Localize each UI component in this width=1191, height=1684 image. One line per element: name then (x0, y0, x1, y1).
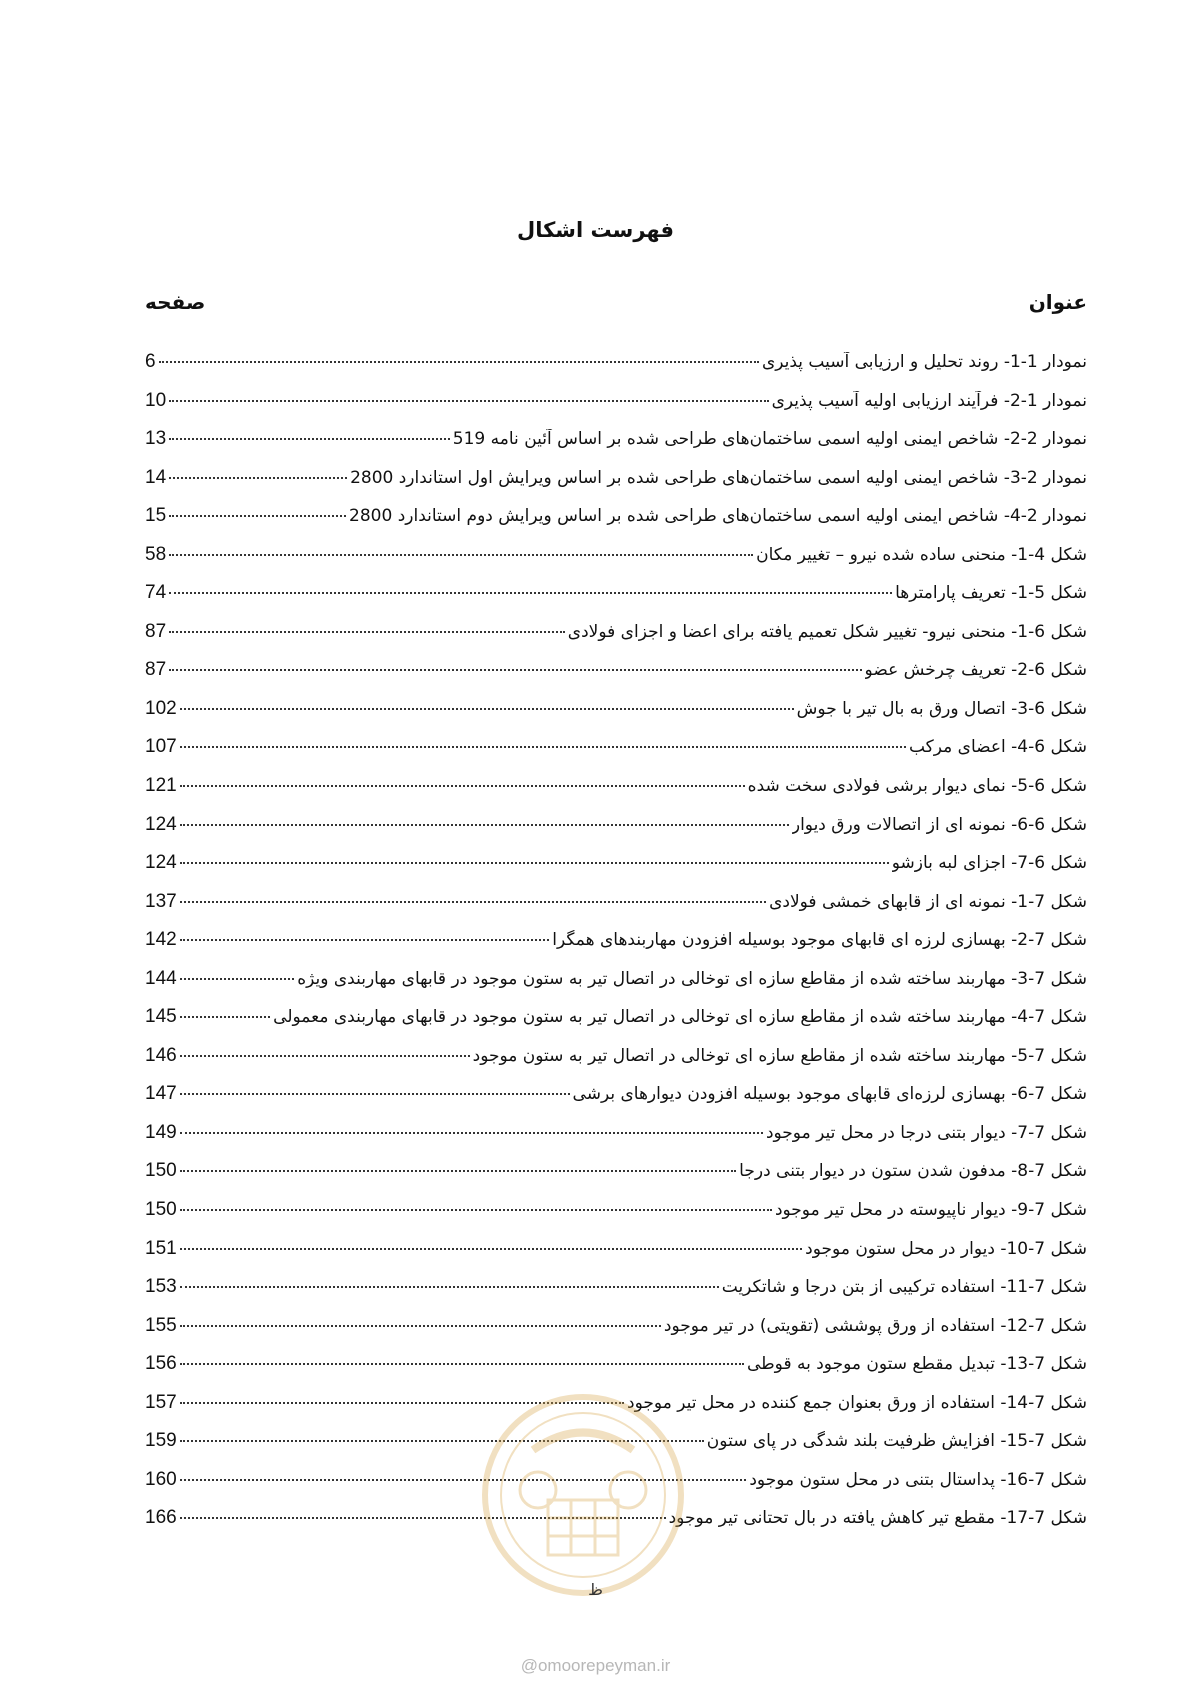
toc-entry (145, 505, 1087, 544)
toc-entry (145, 852, 1087, 891)
toc-entry (145, 351, 1087, 390)
dot-leader (169, 477, 347, 479)
toc-entry-page: 124 (145, 852, 177, 874)
toc-entry-page: 87 (145, 659, 167, 681)
toc-entry (145, 929, 1087, 968)
toc-entry-label: شکل 6-7- اجزای لبه بازشو (891, 853, 1087, 874)
toc-entry-page: 160 (145, 1468, 177, 1490)
toc-entry-page: 153 (145, 1276, 177, 1298)
toc-entry (145, 1006, 1087, 1045)
toc-entry (145, 467, 1087, 506)
dot-leader (180, 901, 766, 903)
toc-entry-page: 14 (145, 466, 167, 488)
toc-entry-page: 87 (145, 620, 167, 642)
toc-entry-label: شکل 7-6- بهسازی لرزه‌ای قابهای موجود بوسیله افزودن دیوارهای برشی (572, 1084, 1087, 1105)
toc-entry-page: 10 (145, 389, 167, 411)
toc-entry-label: شکل 7-16- پداستال بتنی در محل ستون موجود (749, 1469, 1087, 1490)
toc-entry-label: شکل 6-5- نمای دیوار برشی فولادی سخت شده (747, 776, 1087, 797)
page-number-folio: ظ (588, 1580, 603, 1599)
dot-leader (180, 978, 295, 980)
toc-entry (145, 736, 1087, 775)
toc-entry (145, 1199, 1087, 1238)
toc-entry-page: 166 (145, 1507, 177, 1529)
page-title: فهرست اشکال (516, 218, 675, 242)
toc-entry-label: شکل 7-17- مقطع تیر کاهش یافته در بال تحتانی تیر موجود (668, 1508, 1087, 1529)
dot-leader (180, 1209, 772, 1211)
toc-header (145, 290, 1087, 320)
dot-leader (180, 746, 906, 748)
toc-entry-label: شکل 7-9- دیوار ناپیوسته در محل تیر موجود (774, 1200, 1087, 1221)
toc-entry-label: شکل 7-4- مهاربند ساخته شده از مقاطع سازه ای توخالی در اتصال تیر به ستون موجود در قابهای مهاربندی معمولی (273, 1007, 1087, 1028)
dot-leader (180, 708, 794, 710)
toc-entry-page: 146 (145, 1044, 177, 1066)
toc-entry-label: شکل 7-15- افزایش ظرفیت بلند شدگی در پای ستون (706, 1431, 1087, 1452)
toc-entry-label: شکل 7-14- استفاده از ورق بعنوان جمع کننده در محل تیر موجود (627, 1392, 1087, 1413)
toc-entry (145, 428, 1087, 467)
toc-entry (145, 621, 1087, 660)
toc-entry-page: 157 (145, 1391, 177, 1413)
toc-entry (145, 814, 1087, 853)
dot-leader (169, 554, 753, 556)
toc-entry-label: نمودار 2-4- شاخص ایمنی اولیه اسمی ساختمان‌های طراحی شده بر اساس ویرایش دوم استاندارد 2800 (349, 506, 1087, 527)
toc-entry-label: نمودار 1-1- روند تحلیل و ارزیابی آسیب پذیری (761, 352, 1087, 372)
toc-entry-label: شکل 7-7- دیوار بتنی درجا در محل تیر موجود (765, 1122, 1087, 1143)
toc-entry-page: 137 (145, 890, 177, 912)
toc-entry (145, 775, 1087, 814)
dot-leader (180, 1016, 270, 1018)
toc-entry (145, 1160, 1087, 1199)
dot-leader (180, 939, 550, 941)
figure-list (145, 351, 1087, 1546)
toc-entry-label: نمودار 1-2- فرآیند ارزیابی اولیه آسیب پذیری (771, 390, 1087, 411)
toc-entry-page: 124 (145, 813, 177, 835)
watermark-seal-icon (478, 1390, 688, 1600)
watermark-site: @omoorepeyman.ir (520, 1656, 671, 1675)
dot-leader (169, 631, 565, 633)
toc-entry-page: 147 (145, 1083, 177, 1105)
toc-entry (145, 582, 1087, 621)
toc-entry-page: 121 (145, 775, 177, 797)
dot-leader (169, 669, 861, 671)
dot-leader (180, 1363, 744, 1365)
dot-leader (169, 592, 892, 594)
toc-entry-page: 107 (145, 736, 177, 758)
toc-entry-label: شکل 6-6- نمونه ای از اتصالات ورق دیوار (791, 814, 1087, 835)
dot-leader (169, 515, 346, 517)
toc-entry-label: شکل 4-1- منحنی ساده شده نیرو – تغییر مکان (756, 544, 1087, 565)
dot-leader (180, 824, 789, 826)
column-page-heading: صفحه (145, 290, 206, 314)
toc-entry (145, 1045, 1087, 1084)
toc-entry (145, 1353, 1087, 1392)
dot-leader (180, 1093, 570, 1095)
toc-entry (145, 1083, 1087, 1122)
toc-entry (145, 968, 1087, 1007)
dot-leader (180, 1286, 719, 1288)
toc-entry (145, 1122, 1087, 1161)
toc-entry-label: شکل 7-11- استفاده ترکیبی از بتن درجا و شاتکریت (721, 1277, 1087, 1298)
toc-entry-page: 150 (145, 1199, 177, 1221)
toc-entry (145, 698, 1087, 737)
dot-leader (180, 1170, 736, 1172)
toc-entry-page: 151 (145, 1237, 177, 1259)
toc-entry-label: شکل 7-13- تبدیل مقطع ستون موجود به قوطی (746, 1354, 1087, 1375)
dot-leader (169, 400, 768, 402)
dot-leader (159, 361, 759, 363)
column-title-heading: عنوان (1028, 290, 1087, 314)
toc-entry-label: شکل 6-3- اتصال ورق به بال تیر با جوش (796, 698, 1087, 719)
toc-entry-label: شکل 7-3- مهاربند ساخته شده از مقاطع سازه ای توخالی در اتصال تیر به ستون موجود در قابهای مهاربندی ویژه (297, 968, 1087, 989)
toc-entry-page: 144 (145, 967, 177, 989)
toc-entry-label: شکل 7-2- بهسازی لرزه ای قابهای موجود بوسیله افزودن مهاربندهای همگرا (552, 930, 1087, 951)
toc-entry (145, 1238, 1087, 1277)
toc-entry-label: شکل 6-1- منحنی نیرو- تغییر شکل تعمیم یافته برای اعضا و اجزای فولادی (567, 621, 1087, 642)
toc-entry-label: شکل 5-1- تعریف پارامترها (895, 583, 1087, 604)
dot-leader (180, 1132, 763, 1134)
toc-entry (145, 659, 1087, 698)
toc-entry-page: 156 (145, 1353, 177, 1375)
toc-entry-page: 58 (145, 543, 167, 565)
toc-entry-page: 142 (145, 929, 177, 951)
toc-entry-label: نمودار 2-2- شاخص ایمنی اولیه اسمی ساختمان‌های طراحی شده بر اساس آئین نامه 519 (452, 429, 1087, 450)
toc-entry-label: شکل 7-12- استفاده از ورق پوششی (تقویتی) در تیر موجود (663, 1315, 1087, 1336)
toc-entry-page: 13 (145, 428, 167, 450)
toc-entry-page: 102 (145, 697, 177, 719)
toc-entry (145, 544, 1087, 583)
dot-leader (169, 438, 450, 440)
toc-entry-label: نمودار 2-3- شاخص ایمنی اولیه اسمی ساختمان‌های طراحی شده بر اساس ویرایش اول استاندارد 2800 (350, 467, 1087, 488)
dot-leader (180, 1248, 802, 1250)
toc-entry-page: 145 (145, 1006, 177, 1028)
toc-entry-page: 149 (145, 1121, 177, 1143)
dot-leader (180, 1055, 470, 1057)
toc-entry-page: 15 (145, 505, 167, 527)
dot-leader (180, 785, 745, 787)
toc-entry-label: شکل 7-10- دیوار در محل ستون موجود (805, 1238, 1087, 1259)
toc-entry (145, 891, 1087, 930)
toc-entry (145, 390, 1087, 429)
toc-entry (145, 1276, 1087, 1315)
toc-entry-page: 155 (145, 1314, 177, 1336)
toc-entry-page: 74 (145, 582, 167, 604)
toc-entry-page: 159 (145, 1430, 177, 1452)
dot-leader (180, 1325, 661, 1327)
dot-leader (180, 862, 889, 864)
toc-entry (145, 1315, 1087, 1354)
toc-entry-label: شکل 6-2- تعریف چرخش عضو (864, 660, 1087, 681)
toc-entry-label: شکل 7-1- نمونه ای از قابهای خمشی فولادی (769, 891, 1087, 912)
toc-entry-label: شکل 7-8- مدفون شدن ستون در دیوار بتنی درجا (739, 1161, 1087, 1182)
toc-entry-page: 6 (145, 351, 156, 372)
toc-entry-label: شکل 7-5- مهاربند ساخته شده از مقاطع سازه ای توخالی در اتصال تیر به ستون موجود (472, 1045, 1087, 1066)
toc-entry-page: 150 (145, 1160, 177, 1182)
toc-entry-label: شکل 6-4- اعضای مرکب (908, 737, 1087, 758)
